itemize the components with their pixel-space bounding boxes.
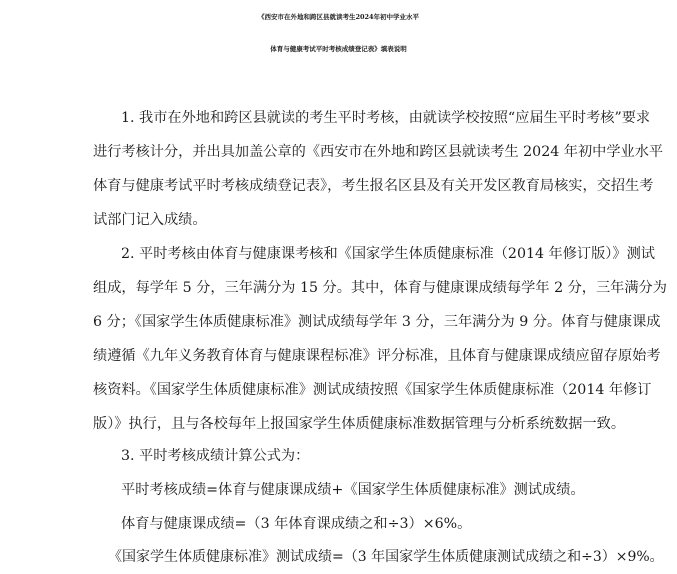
paragraph-1-line-2: 进行考核计分，并出具加盖公章的《西安市在外地和跨区县就读考生 2024 年初中学业水平 [93, 144, 664, 160]
paragraph-2-line-2: 组成，每学年 5 分，三年满分为 15 分。其中，体育与健康课成绩每学年 2 分，三年满分为 [93, 280, 667, 296]
paragraph-2-line-5: 核资料。《国家学生体质健康标准》测试成绩按照《国家学生体质健康标准（2014 年修订 [93, 382, 652, 398]
formula-fitness-test-score: 《国家学生体质健康标准》测试成绩=（3 年国家学生体质健康测试成绩之和÷3）×9%。 [108, 549, 664, 565]
document-title-line-1: 《西安市在外地和跨区县就读考生2024年初中学业水平 [257, 13, 420, 21]
paragraph-1-line-3: 体育与健康考试平时考核成绩登记表》，考生报名区县及有关开发区教育局核实，交招生考 [93, 178, 654, 194]
formula-pe-course-score: 体育与健康课成绩=（3 年体育课成绩之和÷3）×6%。 [121, 516, 472, 532]
document-title-line-2: 体育与健康考试平时考核成绩登记表》填表说明 [270, 45, 407, 53]
paragraph-2-line-6: 版）》执行，且与各校每年上报国家学生体质健康标准数据管理与分析系统数据一致。 [93, 416, 626, 432]
paragraph-1-line-1: 1. 我市在外地和跨区县就读的考生平时考核，由就读学校按照“应届生平时考核”要求 [121, 110, 651, 126]
paragraph-3-line-1: 3. 平时考核成绩计算公式为： [121, 448, 310, 464]
paragraph-1-line-4: 试部门记入成绩。 [93, 212, 207, 228]
paragraph-2-line-3: 6 分；《国家学生体质健康标准》测试成绩每学年 3 分，三年满分为 9 分。体育与健康课成 [93, 314, 661, 330]
paragraph-2-line-4: 绩遵循《九年义务教育体育与健康课程标准》评分标准，且体育与健康课成绩应留存原始考 [93, 348, 661, 364]
formula-total-score: 平时考核成绩=体育与健康课成绩+《国家学生体质健康标准》测试成绩。 [121, 482, 585, 498]
paragraph-2-line-1: 2. 平时考核由体育与健康课考核和《国家学生体质健康标准（2014 年修订版）》测试 [121, 246, 655, 262]
